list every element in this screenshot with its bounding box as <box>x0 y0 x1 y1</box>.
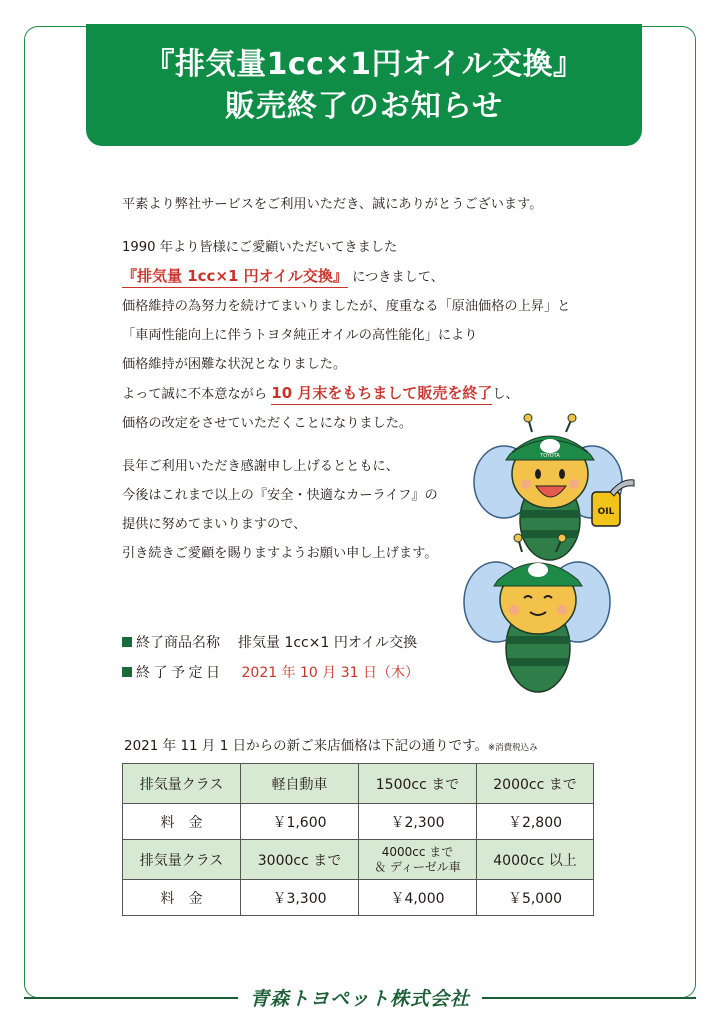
body-line: 価格の改定をさせていただくことになりました。 <box>122 416 413 431</box>
bullet-square-icon <box>122 667 132 677</box>
spec-value: 排気量 1cc×1 円オイル交換 <box>238 635 418 651</box>
price-note <box>124 734 538 754</box>
title-line-2: 販売終了のお知らせ <box>224 89 504 124</box>
body-line: 引き続きご愛顧を賜りますようお願い申し上げます。 <box>122 546 438 561</box>
greeting: 平素より弊社サービスをご利用いただき、誠にありがとうございます。 <box>122 197 543 212</box>
footer <box>0 982 720 1012</box>
body-line: 提供に努めてまいりますので、 <box>122 517 307 532</box>
table-cell: ￥4,000 <box>359 880 477 916</box>
table-row <box>123 764 594 804</box>
bullet-square-icon <box>122 637 132 647</box>
table-row <box>123 840 594 880</box>
footer-rule-left <box>24 997 238 999</box>
body-text-fragment: し、 <box>492 387 519 402</box>
price-note-text: 2021 年 11 月 1 日からの新ご来店価格は下記の通りです。 <box>124 738 488 754</box>
table-cell: 料 金 <box>123 804 241 840</box>
table-cell <box>359 840 477 880</box>
body-line: 今後はこれまで以上の『安全・快適なカーライフ』の <box>122 488 438 503</box>
spec-value-date: 2021 年 10 月 31 日（木） <box>241 665 420 681</box>
table-row <box>123 804 594 840</box>
spec-label: 終了予定日 <box>136 665 224 681</box>
table-cell: 1500cc まで <box>359 764 477 804</box>
table-cell: ￥2,800 <box>477 804 594 840</box>
mascot-illustration <box>462 412 642 702</box>
body-text-fragment: よって誠に不本意ながら <box>122 387 268 402</box>
mascot-bottom <box>464 534 610 692</box>
highlight-product: 『排気量 1cc×1 円オイル交換』 <box>122 267 348 288</box>
company-name: 青森トヨペット株式会社 <box>238 984 482 1011</box>
table-row <box>123 880 594 916</box>
body-line: 1990 年より皆様にご愛顧いただいてきました <box>122 240 398 255</box>
title-banner <box>86 24 642 146</box>
spec-label: 終了商品名称 <box>136 635 220 651</box>
table-cell: 料 金 <box>123 880 241 916</box>
table-cell: 3000cc まで <box>241 840 359 880</box>
body-line: 価格維持が困難な状況となりました。 <box>122 357 347 372</box>
table-cell: ￥1,600 <box>241 804 359 840</box>
body-line: 「車両性能向上に伴うトヨタ純正オイルの高性能化」により <box>122 328 478 343</box>
tax-note: ※消費税込み <box>488 743 538 753</box>
table-cell: 排気量クラス <box>123 764 241 804</box>
badge-text: TOYOTA <box>540 453 560 459</box>
body-text-fragment: につきまして、 <box>352 270 444 285</box>
table-cell: 排気量クラス <box>123 840 241 880</box>
table-cell: ￥5,000 <box>477 880 594 916</box>
table-cell: 2000cc まで <box>477 764 594 804</box>
price-table <box>122 763 594 916</box>
cell-line: 4000cc まで <box>381 844 454 859</box>
product-specs <box>122 628 419 688</box>
table-cell: ￥2,300 <box>359 804 477 840</box>
table-cell: 4000cc 以上 <box>477 840 594 880</box>
body-line: 価格維持の為努力を続けてまいりましたが、度重なる「原油価格の上昇」と <box>122 299 571 314</box>
body-line <box>122 262 642 292</box>
body-line <box>122 379 642 409</box>
body-line: 長年ご利用いただき感謝申し上げるとともに、 <box>122 459 399 474</box>
spec-end-date <box>122 658 419 688</box>
mascot-top <box>474 414 634 560</box>
title-line-1: 『排気量1cc×1円オイル交換』 <box>144 47 584 82</box>
spec-item-name <box>122 628 419 658</box>
oil-can-label: OIL <box>597 507 615 517</box>
cell-line: ＆ ディーゼル車 <box>374 859 461 874</box>
footer-rule-right <box>482 997 696 999</box>
highlight-end-date: 10 月末をもちまして販売を終了 <box>271 384 492 405</box>
table-cell: 軽自動車 <box>241 764 359 804</box>
table-cell: ￥3,300 <box>241 880 359 916</box>
